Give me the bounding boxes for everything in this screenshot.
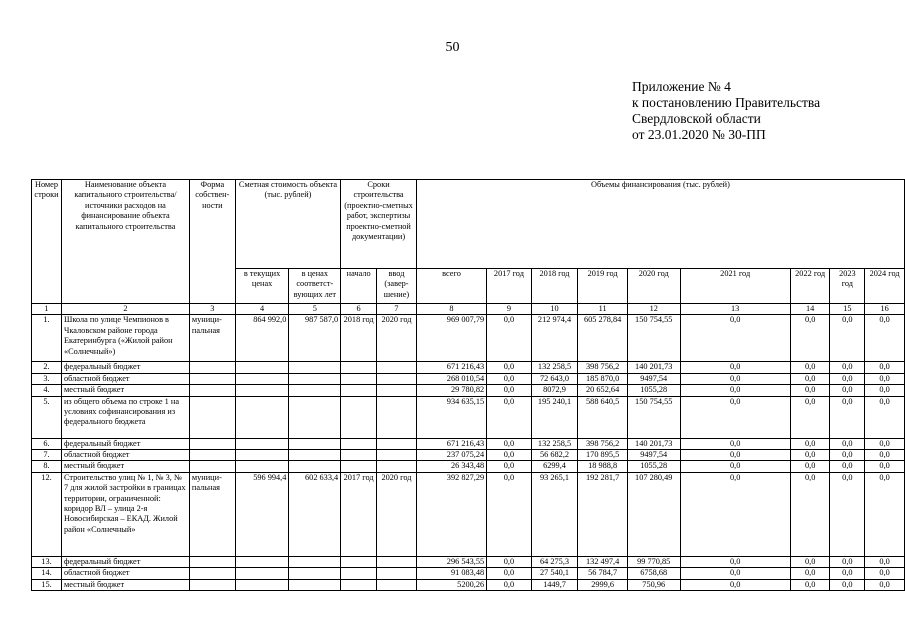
header-year: 2018 год (531, 269, 578, 304)
table-row (32, 472, 905, 556)
table-row (32, 396, 905, 438)
appendix-block (632, 79, 820, 143)
year-value-cell: 0,0 (865, 450, 905, 461)
year-value-cell: 588 640,5 (578, 396, 628, 438)
year-value-cell: 0,0 (865, 556, 905, 567)
cost-current-cell (235, 450, 289, 461)
header-total: всего (416, 269, 486, 304)
header-object-name: Наименование объекта капитального строительства/ источники расходов на финансирование объекта капитального строительства (61, 180, 189, 304)
cost-relevant-cell (289, 362, 341, 373)
term-end-cell (377, 438, 417, 449)
year-value-cell: 1055,28 (627, 461, 680, 472)
year-value-cell: 0,0 (830, 385, 865, 396)
year-value-cell: 2999,6 (578, 579, 628, 590)
term-end-cell (377, 450, 417, 461)
ownership-cell (189, 362, 235, 373)
year-value-cell: 132 258,5 (531, 438, 578, 449)
term-start-cell: 2018 год (341, 315, 377, 362)
column-number: 4 (235, 304, 289, 315)
total-cell: 29 780,82 (416, 385, 486, 396)
term-start-cell (341, 373, 377, 384)
object-name-cell: федеральный бюджет (61, 556, 189, 567)
header-year: 2017 год (487, 269, 532, 304)
year-value-cell: 0,0 (680, 472, 790, 556)
row-number-cell: 8. (32, 461, 62, 472)
year-value-cell: 132 258,5 (531, 362, 578, 373)
total-cell: 392 827,29 (416, 472, 486, 556)
column-number: 6 (341, 304, 377, 315)
year-value-cell: 0,0 (790, 461, 830, 472)
year-value-cell: 150 754,55 (627, 396, 680, 438)
header-estimated-cost: Сметная стоимость объекта (тыс. рублей) (235, 180, 340, 269)
header-year: 2019 год (578, 269, 628, 304)
column-number: 16 (865, 304, 905, 315)
year-value-cell: 0,0 (790, 396, 830, 438)
header-year: 2022 год (790, 269, 830, 304)
year-value-cell: 0,0 (830, 472, 865, 556)
year-value-cell: 64 275,3 (531, 556, 578, 567)
year-value-cell: 0,0 (830, 373, 865, 384)
year-value-cell: 0,0 (830, 450, 865, 461)
year-value-cell: 9497,54 (627, 373, 680, 384)
header-ownership: Форма собствен-ности (189, 180, 235, 304)
table-row (32, 568, 905, 579)
cost-relevant-cell (289, 385, 341, 396)
column-number: 15 (830, 304, 865, 315)
year-value-cell: 398 756,2 (578, 438, 628, 449)
term-start-cell (341, 568, 377, 579)
cost-current-cell (235, 385, 289, 396)
year-value-cell: 56 784,7 (578, 568, 628, 579)
total-cell: 296 543,55 (416, 556, 486, 567)
header-year: 2020 год (627, 269, 680, 304)
cost-relevant-cell: 602 633,4 (289, 472, 341, 556)
table-row (32, 461, 905, 472)
year-value-cell: 0,0 (790, 362, 830, 373)
ownership-cell (189, 373, 235, 384)
year-value-cell: 0,0 (865, 579, 905, 590)
cost-current-cell: 596 994,4 (235, 472, 289, 556)
year-value-cell: 140 201,73 (627, 362, 680, 373)
year-value-cell: 0,0 (487, 315, 532, 362)
year-value-cell: 185 870,0 (578, 373, 628, 384)
object-name-cell: федеральный бюджет (61, 362, 189, 373)
term-end-cell (377, 461, 417, 472)
year-value-cell: 6758,68 (627, 568, 680, 579)
year-value-cell: 0,0 (790, 385, 830, 396)
year-value-cell: 0,0 (865, 472, 905, 556)
column-number: 10 (531, 304, 578, 315)
year-value-cell: 0,0 (487, 396, 532, 438)
header-construction-terms: Сроки строительства (проектно-сметных работ, экспертизы проектно-сметной документации) (341, 180, 417, 269)
object-name-cell: Школа по улице Чемпионов в Чкаловском районе города Екатеринбурга («Жилой район «Солнечный») (61, 315, 189, 362)
year-value-cell: 107 280,49 (627, 472, 680, 556)
table-row (32, 315, 905, 362)
year-value-cell: 0,0 (487, 373, 532, 384)
ownership-cell (189, 450, 235, 461)
year-value-cell: 27 540,1 (531, 568, 578, 579)
year-value-cell: 0,0 (790, 568, 830, 579)
year-value-cell: 0,0 (865, 362, 905, 373)
table-row (32, 385, 905, 396)
year-value-cell: 0,0 (830, 362, 865, 373)
cost-current-cell: 864 992,0 (235, 315, 289, 362)
object-name-cell: Строительство улиц № 1, № 3, № 7 для жилой застройки в границах территории, ограниченной: коридор ВЛ – улица 2-я Новосибирская – ЕКАД. Жилой район «Солнечный» (61, 472, 189, 556)
year-value-cell: 0,0 (680, 396, 790, 438)
header-year: 2021 год (680, 269, 790, 304)
year-value-cell: 99 770,85 (627, 556, 680, 567)
year-value-cell: 0,0 (790, 438, 830, 449)
ownership-cell (189, 385, 235, 396)
total-cell: 969 007,79 (416, 315, 486, 362)
column-number: 8 (416, 304, 486, 315)
cost-relevant-cell (289, 579, 341, 590)
appendix-line: Приложение № 4 (632, 79, 731, 94)
year-value-cell: 93 265,1 (531, 472, 578, 556)
appendix-line: от 23.01.2020 № 30-ПП (632, 127, 766, 142)
year-value-cell: 0,0 (865, 315, 905, 362)
year-value-cell: 0,0 (830, 396, 865, 438)
term-start-cell: 2017 год (341, 472, 377, 556)
appendix-line: Свердловской области (632, 111, 761, 126)
ownership-cell (189, 396, 235, 438)
cost-relevant-cell: 987 587,0 (289, 315, 341, 362)
header-year: 2023 год (830, 269, 865, 304)
column-number: 1 (32, 304, 62, 315)
row-number-cell: 5. (32, 396, 62, 438)
year-value-cell: 0,0 (680, 373, 790, 384)
row-number-cell: 3. (32, 373, 62, 384)
year-value-cell: 0,0 (680, 385, 790, 396)
ownership-cell (189, 568, 235, 579)
term-end-cell: 2020 год (377, 315, 417, 362)
row-number-cell: 14. (32, 568, 62, 579)
column-number: 3 (189, 304, 235, 315)
cost-relevant-cell (289, 373, 341, 384)
year-value-cell: 0,0 (790, 315, 830, 362)
table-row (32, 579, 905, 590)
term-end-cell (377, 396, 417, 438)
cost-current-cell (235, 568, 289, 579)
term-start-cell (341, 556, 377, 567)
year-value-cell: 0,0 (487, 438, 532, 449)
year-value-cell: 1449,7 (531, 579, 578, 590)
year-value-cell: 0,0 (680, 438, 790, 449)
total-cell: 26 343,48 (416, 461, 486, 472)
ownership-cell (189, 579, 235, 590)
cost-current-cell (235, 461, 289, 472)
term-start-cell (341, 438, 377, 449)
cost-relevant-cell (289, 556, 341, 567)
cost-relevant-cell (289, 568, 341, 579)
year-value-cell: 0,0 (830, 438, 865, 449)
total-cell: 237 075,24 (416, 450, 486, 461)
term-end-cell (377, 556, 417, 567)
year-value-cell: 0,0 (680, 450, 790, 461)
row-number-cell: 2. (32, 362, 62, 373)
column-number: 12 (627, 304, 680, 315)
year-value-cell: 0,0 (830, 315, 865, 362)
column-number: 14 (790, 304, 830, 315)
year-value-cell: 0,0 (830, 579, 865, 590)
year-value-cell: 0,0 (830, 568, 865, 579)
total-cell: 671 216,43 (416, 362, 486, 373)
row-number-cell: 6. (32, 438, 62, 449)
table-row (32, 373, 905, 384)
object-name-cell: областной бюджет (61, 373, 189, 384)
year-value-cell: 0,0 (487, 461, 532, 472)
financing-table (31, 179, 905, 591)
term-end-cell (377, 385, 417, 396)
year-value-cell: 0,0 (487, 385, 532, 396)
year-value-cell: 0,0 (865, 373, 905, 384)
year-value-cell: 0,0 (487, 362, 532, 373)
year-value-cell: 750,96 (627, 579, 680, 590)
year-value-cell: 0,0 (487, 450, 532, 461)
year-value-cell: 9497,54 (627, 450, 680, 461)
year-value-cell: 132 497,4 (578, 556, 628, 567)
ownership-cell (189, 438, 235, 449)
year-value-cell: 0,0 (680, 461, 790, 472)
object-name-cell: федеральный бюджет (61, 438, 189, 449)
year-value-cell: 398 756,2 (578, 362, 628, 373)
object-name-cell: местный бюджет (61, 461, 189, 472)
year-value-cell: 0,0 (790, 579, 830, 590)
year-value-cell: 212 974,4 (531, 315, 578, 362)
column-number: 9 (487, 304, 532, 315)
term-end-cell (377, 373, 417, 384)
term-end-cell (377, 579, 417, 590)
header-term-end: ввод (завер-шение) (377, 269, 417, 304)
year-value-cell: 0,0 (680, 362, 790, 373)
ownership-cell (189, 556, 235, 567)
cost-current-cell (235, 438, 289, 449)
row-number-cell: 13. (32, 556, 62, 567)
year-value-cell: 605 278,84 (578, 315, 628, 362)
header-funding-volumes: Объемы финансирования (тыс. рублей) (416, 180, 904, 269)
row-number-cell: 15. (32, 579, 62, 590)
object-name-cell: областной бюджет (61, 568, 189, 579)
year-value-cell: 0,0 (790, 373, 830, 384)
year-value-cell: 0,0 (865, 568, 905, 579)
cost-relevant-cell (289, 438, 341, 449)
column-number: 11 (578, 304, 628, 315)
year-value-cell: 0,0 (680, 579, 790, 590)
term-end-cell (377, 362, 417, 373)
cost-relevant-cell (289, 396, 341, 438)
year-value-cell: 0,0 (680, 315, 790, 362)
year-value-cell: 6299,4 (531, 461, 578, 472)
year-value-cell: 0,0 (487, 568, 532, 579)
cost-relevant-cell (289, 450, 341, 461)
table-row (32, 450, 905, 461)
row-number-cell: 4. (32, 385, 62, 396)
year-value-cell: 0,0 (865, 396, 905, 438)
year-value-cell: 0,0 (865, 438, 905, 449)
year-value-cell: 195 240,1 (531, 396, 578, 438)
term-end-cell: 2020 год (377, 472, 417, 556)
year-value-cell: 1055,28 (627, 385, 680, 396)
cost-relevant-cell (289, 461, 341, 472)
year-value-cell: 8072,9 (531, 385, 578, 396)
year-value-cell: 0,0 (487, 472, 532, 556)
total-cell: 671 216,43 (416, 438, 486, 449)
row-number-cell: 1. (32, 315, 62, 362)
year-value-cell: 192 281,7 (578, 472, 628, 556)
row-number-cell: 7. (32, 450, 62, 461)
total-cell: 91 083,48 (416, 568, 486, 579)
year-value-cell: 150 754,55 (627, 315, 680, 362)
header-cost-relevant: в ценах соответст-вующих лет (289, 269, 341, 304)
year-value-cell: 0,0 (830, 556, 865, 567)
total-cell: 5200,26 (416, 579, 486, 590)
ownership-cell (189, 461, 235, 472)
term-start-cell (341, 396, 377, 438)
table-row (32, 438, 905, 449)
year-value-cell: 0,0 (790, 556, 830, 567)
year-value-cell: 0,0 (680, 568, 790, 579)
term-start-cell (341, 385, 377, 396)
cost-current-cell (235, 362, 289, 373)
ownership-cell: муници-пальная (189, 315, 235, 362)
object-name-cell: местный бюджет (61, 579, 189, 590)
header-year: 2024 год (865, 269, 905, 304)
object-name-cell: местный бюджет (61, 385, 189, 396)
year-value-cell: 0,0 (487, 556, 532, 567)
year-value-cell: 140 201,73 (627, 438, 680, 449)
table-row (32, 362, 905, 373)
header-row-number: Номер строки (32, 180, 62, 304)
term-start-cell (341, 362, 377, 373)
cost-current-cell (235, 396, 289, 438)
year-value-cell: 56 682,2 (531, 450, 578, 461)
object-name-cell: областной бюджет (61, 450, 189, 461)
column-number: 5 (289, 304, 341, 315)
term-start-cell (341, 450, 377, 461)
year-value-cell: 0,0 (487, 579, 532, 590)
year-value-cell: 20 652,64 (578, 385, 628, 396)
year-value-cell: 0,0 (790, 450, 830, 461)
year-value-cell: 72 643,0 (531, 373, 578, 384)
term-start-cell (341, 579, 377, 590)
year-value-cell: 170 895,5 (578, 450, 628, 461)
term-start-cell (341, 461, 377, 472)
cost-current-cell (235, 373, 289, 384)
appendix-line: к постановлению Правительства (632, 95, 821, 110)
year-value-cell: 0,0 (680, 556, 790, 567)
year-value-cell: 18 988,8 (578, 461, 628, 472)
table-row (32, 556, 905, 567)
object-name-cell: из общего объема по строке 1 на условиях софинансирования из федерального бюджета (61, 396, 189, 438)
header-cost-current: в текущих ценах (235, 269, 289, 304)
column-number: 7 (377, 304, 417, 315)
term-end-cell (377, 568, 417, 579)
total-cell: 934 635,15 (416, 396, 486, 438)
year-value-cell: 0,0 (865, 385, 905, 396)
column-number: 13 (680, 304, 790, 315)
ownership-cell: муници-пальная (189, 472, 235, 556)
year-value-cell: 0,0 (790, 472, 830, 556)
row-number-cell: 12. (32, 472, 62, 556)
cost-current-cell (235, 579, 289, 590)
header-term-start: начало (341, 269, 377, 304)
column-number: 2 (61, 304, 189, 315)
cost-current-cell (235, 556, 289, 567)
year-value-cell: 0,0 (865, 461, 905, 472)
year-value-cell: 0,0 (830, 461, 865, 472)
page-number: 50 (445, 40, 460, 55)
total-cell: 268 010,54 (416, 373, 486, 384)
